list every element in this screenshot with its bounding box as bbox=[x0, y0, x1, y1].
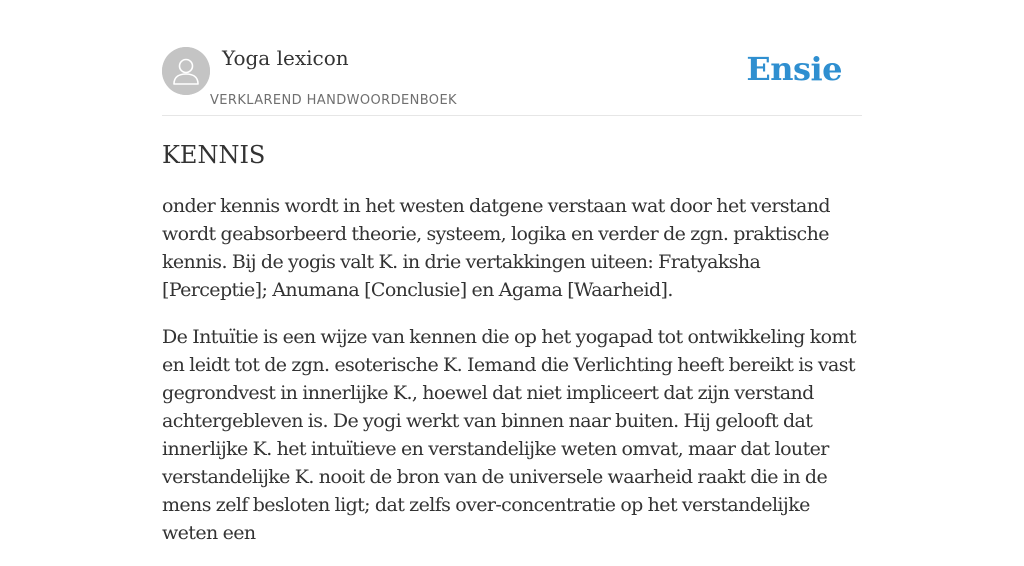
lexicon-title[interactable]: Yoga lexicon bbox=[222, 46, 349, 70]
page bbox=[162, 0, 862, 544]
entry-paragraph: onder kennis wordt in het westen datgene verstaan wat door het verstand wordt geabsorbeerd theorie, systeem, logika en verder de zgn. praktische kennis. Bij de yogis valt K. in drie vertakkingen uiteen: Fratyaksha [Perceptie]; Anumana [Conclusie] en Agama [Waarheid]. bbox=[162, 195, 830, 301]
user-silhouette-icon[interactable] bbox=[162, 47, 210, 95]
ensie-logo-link[interactable]: Ensie bbox=[746, 50, 842, 88]
entry-body bbox=[162, 192, 862, 566]
entry-title: KENNIS bbox=[162, 141, 266, 169]
lexicon-subtitle: VERKLAREND HANDWOORDENBOEK bbox=[210, 93, 457, 108]
entry-paragraph: De Intuïtie is een wijze van kennen die op het yogapad tot ontwikkeling komt en leidt tot de zgn. esoterische K. Iemand die Verlichting heeft bereikt is vast gegrondvest in innerlijke K., hoewel dat niet impliceert dat zijn verstand achtergebleven is. De yogi werkt van binnen naar buiten. Hij gelooft dat innerlijke K. het intuïtieve en verstandelijke weten omvat, maar dat louter verstandelijke K. nooit de bron van de universele waarheid raakt die in de mens zelf besloten ligt; dat zelfs over-concentratie op het verstandelijke weten een bbox=[162, 326, 856, 544]
lexicon-header bbox=[162, 0, 862, 116]
